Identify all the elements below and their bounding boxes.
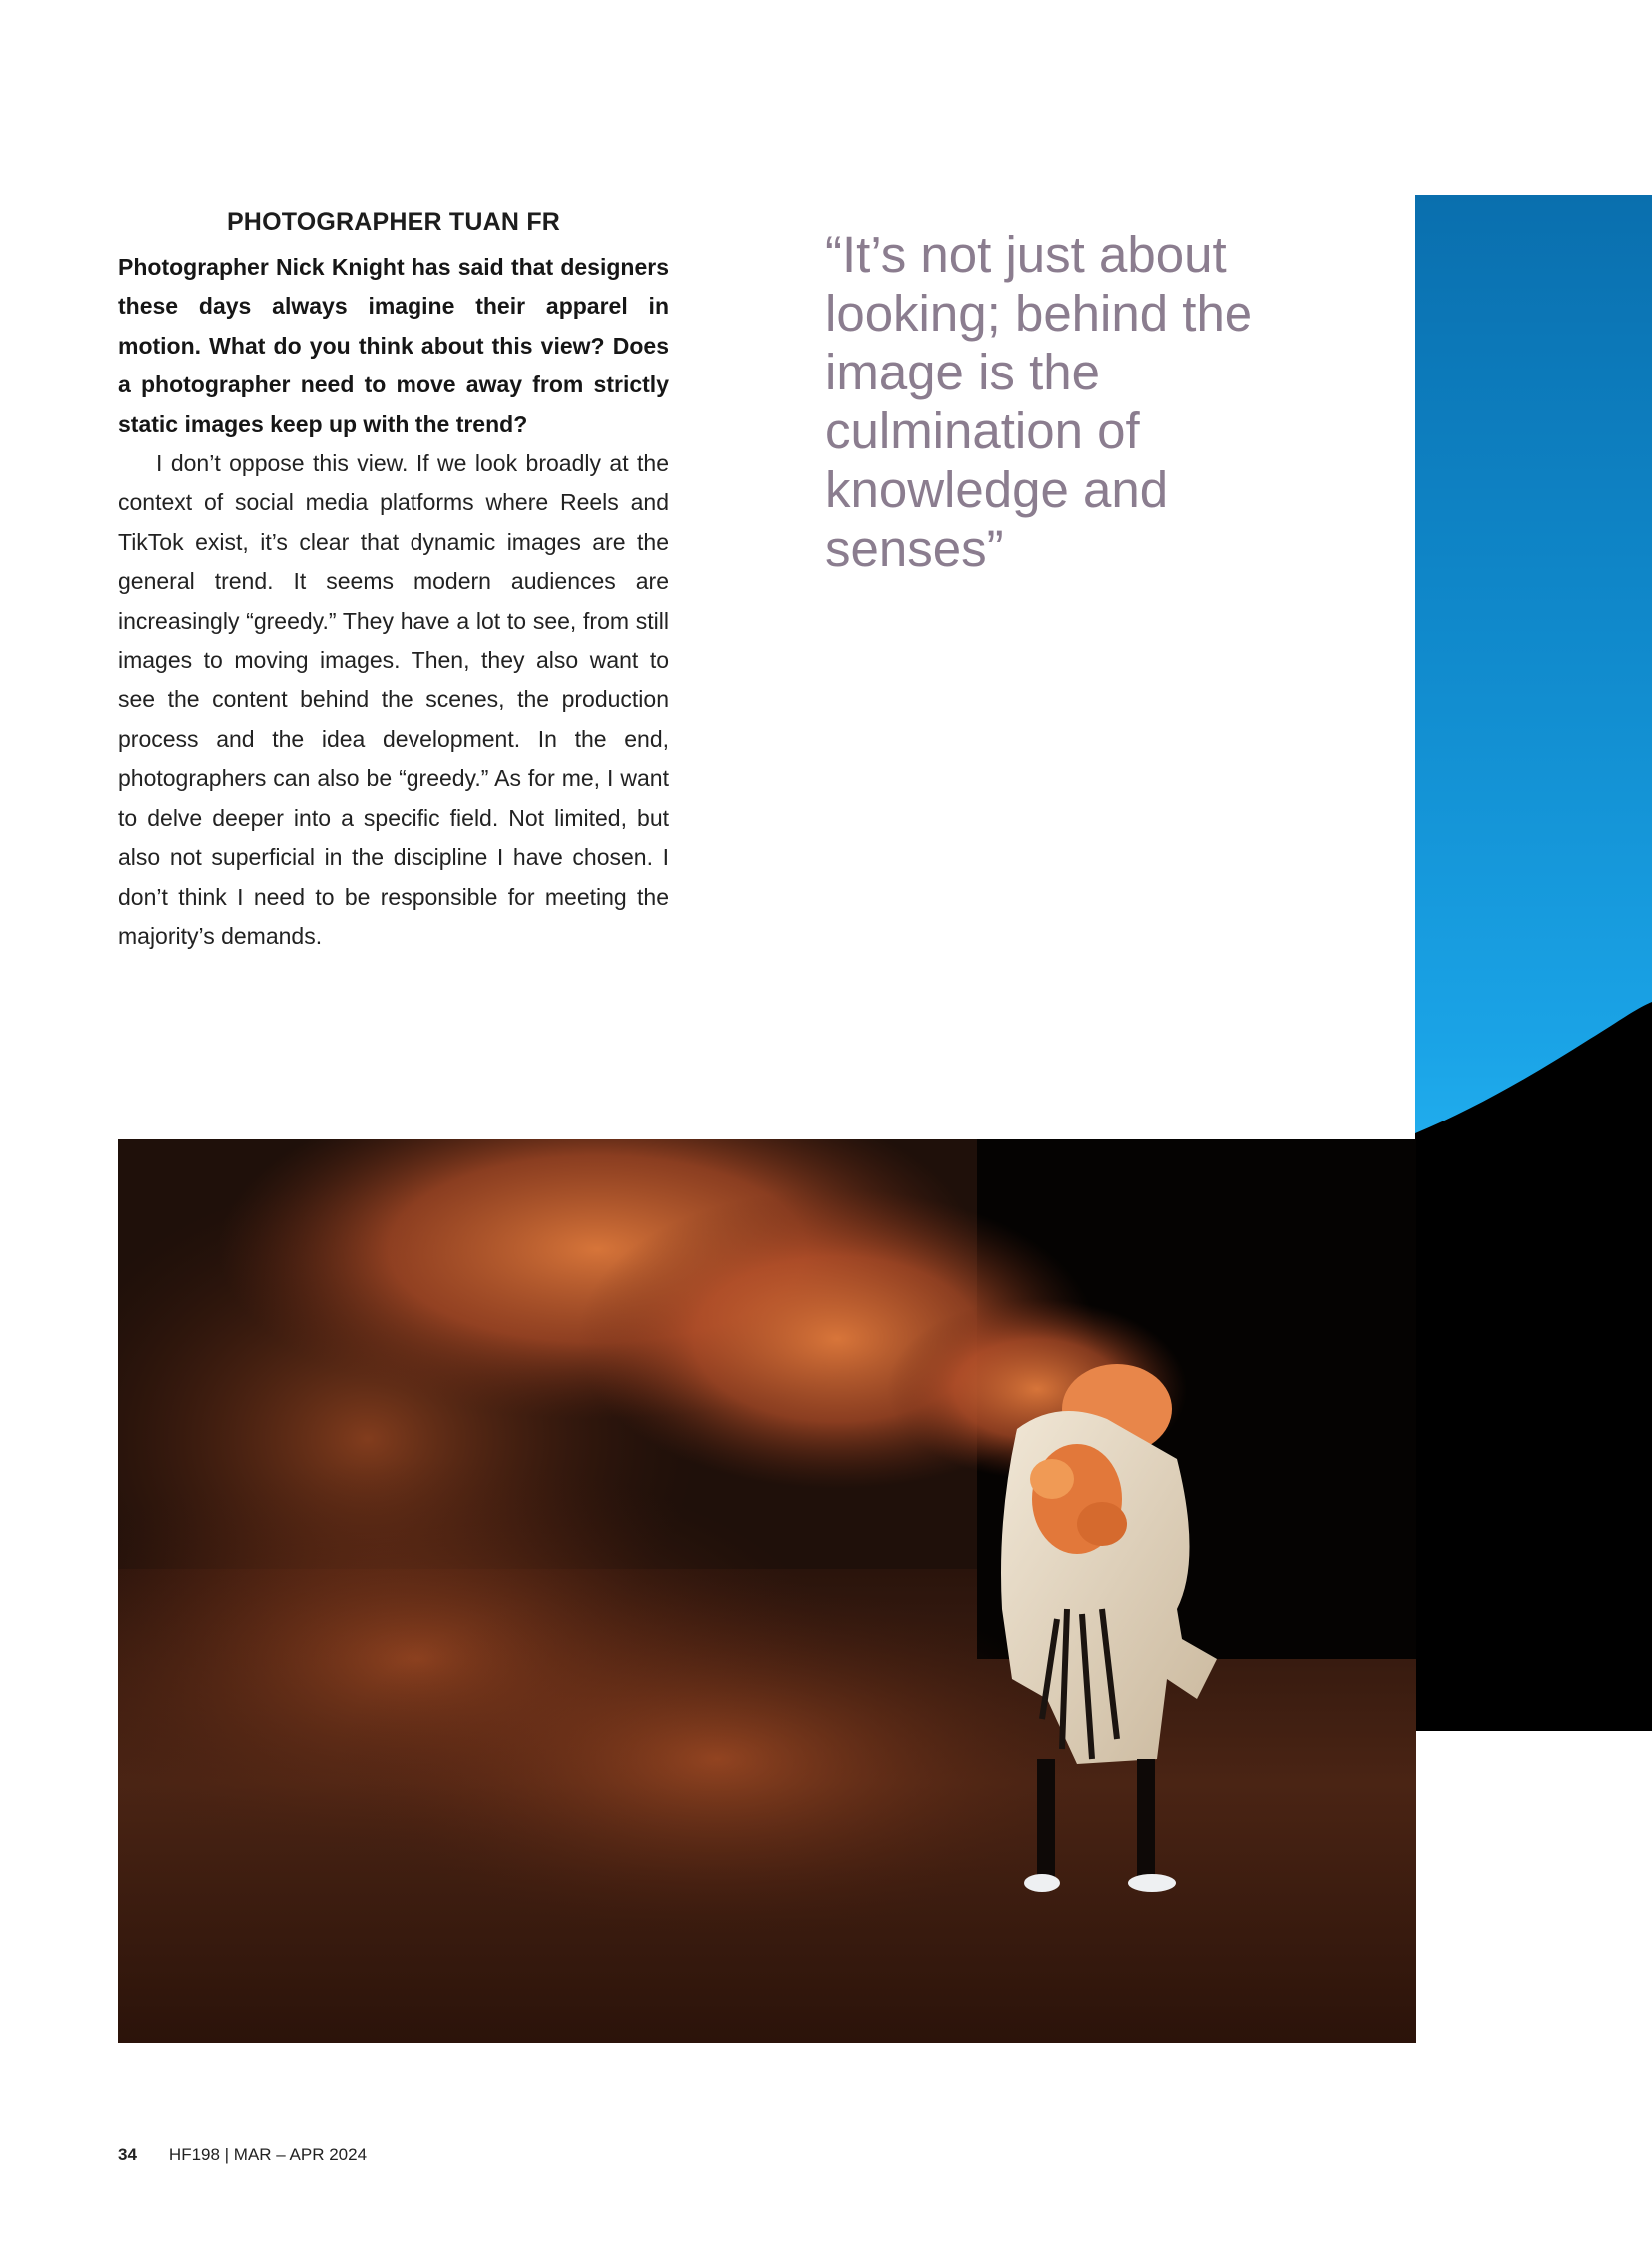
interview-question: Photographer Nick Knight has said that designers these days always imagine their apparel in motion. What do you think about this view? Does a photographer need to move away from strictly static images keep up with the trend? [118, 254, 669, 437]
interview-answer: I don’t oppose this view. If we look broadly at the context of social media platforms where Reels and TikTok exist, it’s clear that dynamic images are the general trend. It seems modern audiences are increasingly “greedy.” They have a lot to see, from still images to moving images. Then, they also want to see the content behind the scenes, the production process and the idea development. In the end, photographers can also be “greedy.” As for me, I want to delve deeper into a specific field. Not limited, but also not superficial in the discipline I have chosen. I don’t think I need to be responsible for meeting the majority’s demands. [118, 450, 669, 949]
pull-quote: “It’s not just about looking; behind the image is the culmination of knowledge and senses” [825, 226, 1253, 577]
section-heading: PHOTOGRAPHER TUAN FR [226, 208, 561, 236]
issue-label: HF198 | MAR – APR 2024 [168, 2145, 368, 2164]
page-footer [118, 2145, 367, 2165]
page-number: 34 [118, 2145, 137, 2164]
desert-dust-photo [118, 1139, 1416, 2043]
sky-mountain-photo [1415, 195, 1652, 1731]
article-body [118, 248, 669, 956]
